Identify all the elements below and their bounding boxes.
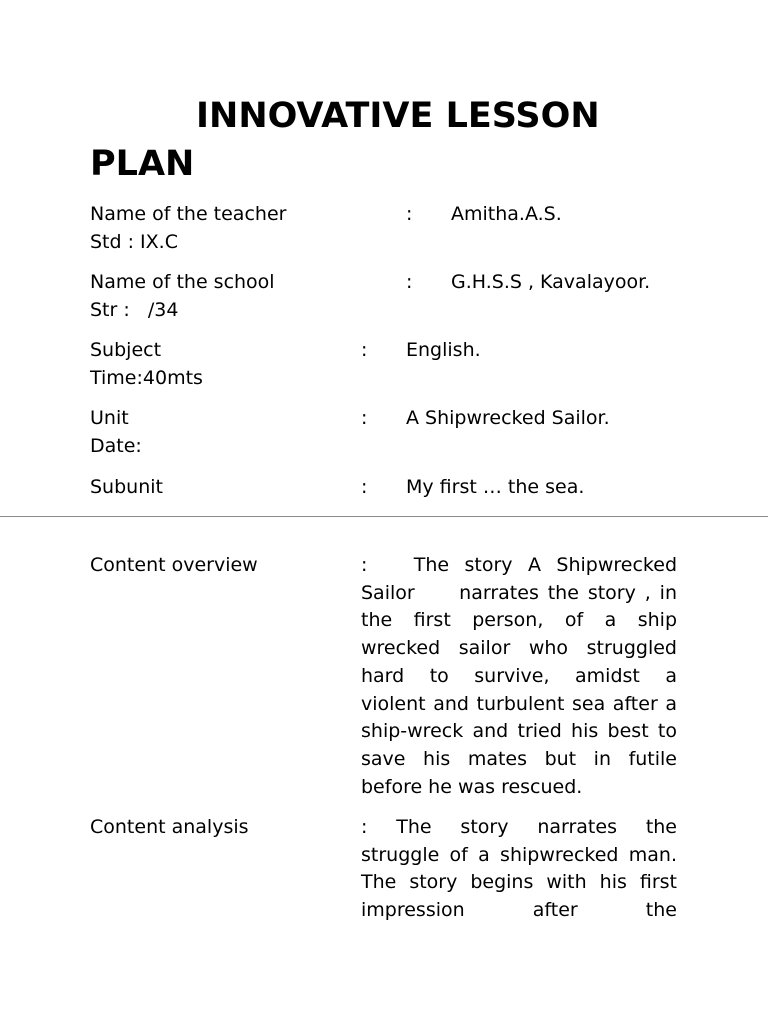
subunit-label: Subunit <box>90 476 163 498</box>
unit-label: Unit <box>90 407 129 429</box>
std-text: Std : IX.C <box>90 231 178 253</box>
page-title <box>90 92 710 188</box>
teacher-label: Name of the teacher <box>90 203 287 225</box>
unit-value: A Shipwrecked Sailor. <box>406 407 610 429</box>
page-divider <box>0 516 768 517</box>
subject-colon: : <box>361 339 368 361</box>
title-line-2: PLAN <box>90 144 195 184</box>
unit-colon: : <box>361 407 368 429</box>
subunit-value: My first … the sea. <box>406 476 585 498</box>
content-analysis-text: : The story narrates the struggle of a shipwrecked man. The story begins with his first impression after the <box>361 816 684 922</box>
school-colon: : <box>406 271 413 293</box>
school-label: Name of the school <box>90 271 275 293</box>
teacher-value: Amitha.A.S. <box>451 203 562 225</box>
time-text: Time:40mts <box>90 367 203 389</box>
date-text: Date: <box>90 435 142 457</box>
content-analysis-label: Content analysis <box>90 816 249 838</box>
strength-text: Str : /34 <box>90 299 179 321</box>
subject-value: English. <box>406 339 481 361</box>
subunit-colon: : <box>361 476 368 498</box>
subject-label: Subject <box>90 339 162 361</box>
school-value: G.H.S.S , Kavalayoor. <box>451 271 651 293</box>
content-overview-text: : The story A Shipwrecked Sailor narrates the story , in the first person, of a ship wrecked sailor who struggled hard to survive, amidst a violent and turbulent sea after a ship-wreck and tried his best to save his mates but in futile before he was rescued. <box>361 554 684 798</box>
teacher-colon: : <box>406 203 413 225</box>
title-line-1: INNOVATIVE LESSON <box>196 96 600 136</box>
content-overview-label: Content overview <box>90 554 258 576</box>
